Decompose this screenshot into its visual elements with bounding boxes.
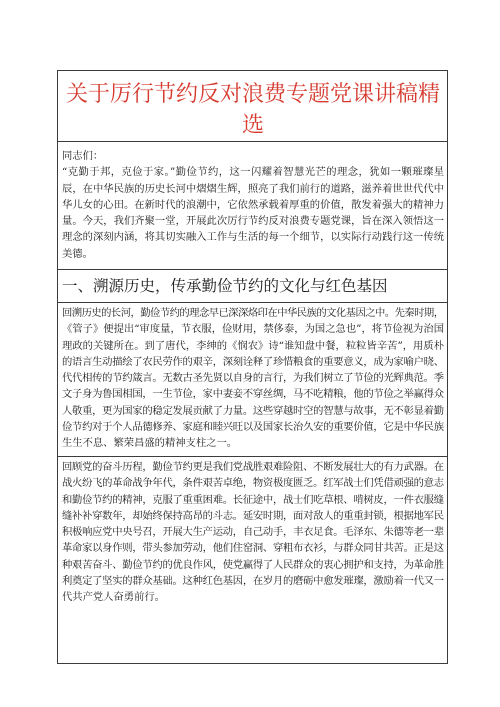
text-line-content: 和勤俭节约的精神，克服了重重困难。长征途中，战士们吃草根、啃树皮，一件衣服缝 [62, 493, 444, 506]
text-line-content: 战火纷飞的革命战争年代，条件艰苦卓绝，物资极度匮乏。红军战士们凭借顽强的意志 [62, 477, 444, 490]
text-line [62, 492, 444, 508]
text-line [62, 475, 444, 491]
paragraph [62, 305, 444, 452]
text-line-content: 同志们： [62, 150, 104, 162]
text-line [62, 508, 444, 524]
text-line-content: 生生不息、繁荣昌盛的精神支柱之一。 [62, 437, 238, 450]
text-line-content: 利奠定了坚实的群众基础。这种红色基因，在岁月的磨砺中愈发璀璨，激励着一代又一 [62, 575, 444, 588]
text-line [62, 370, 444, 386]
document-title: 关于厉行节约反对浪费专题党课讲稿精选 [65, 82, 440, 138]
text-line [62, 148, 444, 164]
text-line-content: 代代相传的节约箴言。无数古圣先贤以自身的言行，为我们树立了节俭的光辉典范。季 [62, 372, 444, 385]
text-line-content: 回溯历史的长河，勤俭节约的理念早已深深烙印在中华民族的文化基因之中。先秦时期， [62, 307, 444, 319]
opening-cell [58, 142, 447, 270]
text-line [62, 589, 444, 605]
text-line-content: 辰，在中华民族的历史长河中熠熠生辉，照亮了我们前行的道路，滋养着世世代代中 [62, 182, 445, 195]
paragraph [62, 164, 444, 262]
text-line [62, 557, 444, 573]
section-body-cell [58, 457, 447, 663]
text-line-content: 理念的深刻内涵，将其切实融入工作与生活的每一个细节，以实际行动践行这一传统 [62, 231, 445, 244]
text-line-content: 美德。 [62, 247, 93, 260]
text-line [62, 403, 444, 419]
text-line [62, 305, 444, 321]
text-line-content: 种艰苦奋斗、勤俭节约的优良作风，使党赢得了人民群众的衷心拥护和支持，为革命胜 [62, 558, 444, 571]
text-line [62, 164, 444, 180]
text-line [62, 181, 444, 197]
text-line [62, 213, 444, 229]
text-line-content: 华儿女的心田。在新时代的浪潮中，它依然承载着厚重的价值，散发着强大的精神力 [62, 198, 445, 211]
text-line-content: 回顾党的奋斗历程，勤俭节约更是我们党战胜艰难险阻、不断发展壮大的有力武器。在 [62, 461, 444, 473]
paragraph [62, 459, 444, 606]
text-line-content: 理政的关键所在。到了唐代，李绅的《悯农》诗“谁知盘中餐，粒粒皆辛苦”，用质朴 [62, 339, 445, 352]
text-line [62, 573, 444, 589]
text-line [62, 540, 444, 556]
text-line-content: 代共产党人奋勇前行。 [62, 591, 165, 604]
text-line-content: 积极响应党中央号召，开展大生产运动，自己动手，丰衣足食。毛泽东、朱德等老一辈 [62, 526, 444, 539]
text-line-content: “克勤于邦，克俭于家。”勤俭节约，这一闪耀着智慧光芒的理念，犹如一颗璀璨星 [62, 166, 445, 179]
text-line [62, 229, 444, 245]
text-line [62, 419, 444, 435]
text-line [62, 435, 444, 451]
text-line-content: 缝补补穿数年，却始终保持高昂的斗志。延安时期，面对敌人的重重封锁，根据地军民 [62, 509, 444, 522]
text-line-content: 《管子》便提出“审度量，节衣服，俭财用，禁侈泰，为国之急也”，将节俭视为治国 [62, 323, 445, 336]
text-line [62, 354, 444, 370]
text-line [62, 197, 444, 213]
text-line-content: 文子身为鲁国相国，一生节俭，家中妻妾不穿丝绸，马不吃精粮，他的节俭之举赢得众 [62, 388, 444, 401]
section-heading: 一、溯源历史，传承勤俭节约的文化与红色基因 [62, 277, 388, 295]
title-cell [58, 71, 447, 142]
paragraph [62, 148, 444, 164]
section-body-cell [58, 303, 447, 457]
text-line-content: 量。今天，我们齐聚一堂，开展此次厉行节约反对浪费专题党课，旨在深入领悟这一 [62, 215, 445, 228]
text-line-content: 的语言生动描绘了农民劳作的艰辛，深刻诠释了珍惜粮食的重要意义，成为家喻户晓、 [62, 355, 444, 368]
text-line [62, 524, 444, 540]
document-table [57, 70, 448, 664]
text-line [62, 386, 444, 402]
text-line-content: 革命家以身作则，带头参加劳动，他们住窑洞、穿粗布衣衫，与群众同甘共苦。正是这 [62, 542, 444, 555]
text-line [62, 321, 444, 337]
text-line [62, 459, 444, 475]
section-heading-cell [58, 270, 447, 303]
text-line [62, 246, 444, 262]
text-line-content: 人敬重，更为国家的稳定发展贡献了力量。这些穿越时空的智慧与故事，无不彰显着勤 [62, 404, 444, 417]
text-line [62, 338, 444, 354]
text-line-content: 俭节约对于个人品德修养、家庭和睦兴旺以及国家长治久安的重要价值，它是中华民族 [62, 421, 444, 434]
